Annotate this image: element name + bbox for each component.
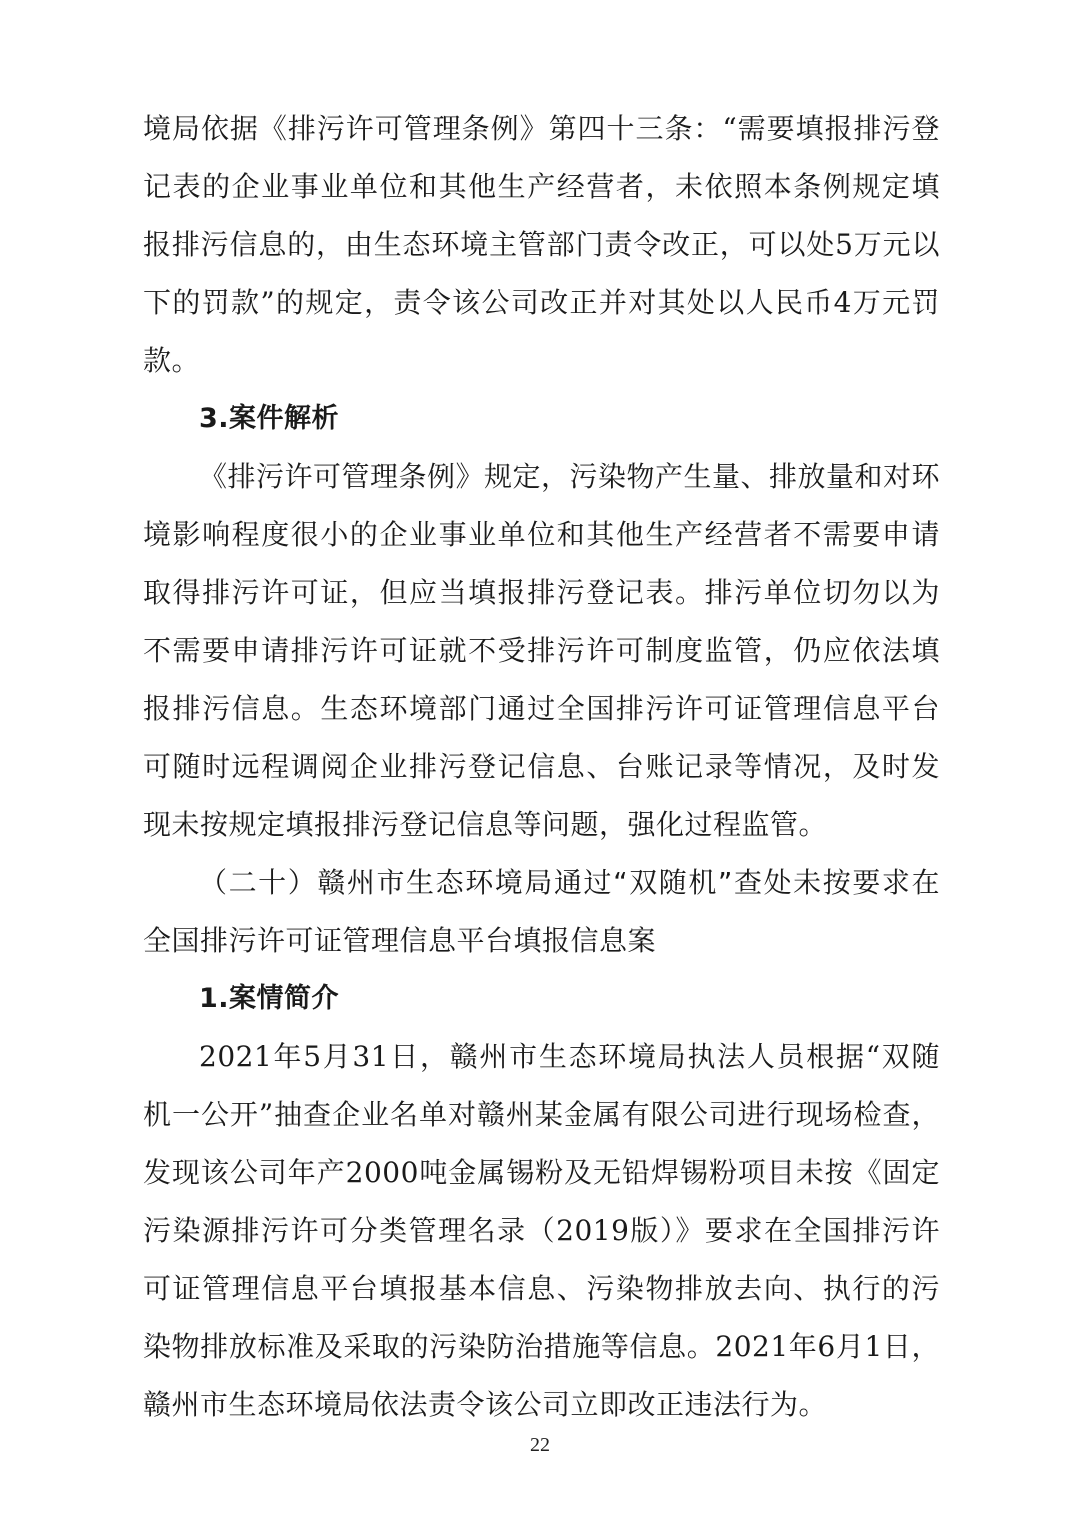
paragraph-case-analysis: 《排污许可管理条例》规定，污染物产生量、排放量和对环境影响程度很小的企业事业单位和其他生产经营者不需要申请取得排污许可证，但应当填报排污登记表。排污单位切勿以为不需要申请排污许可证就不受排污许可制度监管，仍应依法填报排污信息。生态环境部门通过全国排污许可证管理信息平台可随时远程调阅企业排污登记信息、台账记录等情况，及时发现未按规定填报排污登记信息等问题，强化过程监管。 [143,460,941,841]
paragraph-penalty-decision: 境局依据《排污许可管理条例》第四十三条：“需要填报排污登记表的企业事业单位和其他生产经营者，未依照本条例规定填报排污信息的，由生态环境主管部门责令改正，可以处5万元以下的罚款”的规定，责令该公司改正并对其处以人民币4万元罚款。 [143,112,940,377]
section-heading-case-summary: 1.案情简介 [199,983,340,1014]
case-title-20: （二十）赣州市生态环境局通过“双随机”查处未按要求在全国排污许可证管理信息平台填报信息案 [143,866,940,957]
document-body [143,100,940,1434]
page-number: 22 [530,1434,550,1456]
paragraph-case-summary: 2021年5月31日，赣州市生态环境局执法人员根据“双随机一公开”抽查企业名单对赣州某金属有限公司进行现场检查，发现该公司年产2000吨金属锡粉及无铅焊锡粉项目未按《固定污染源排污许可分类管理名录（2019版）》要求在全国排污许可证管理信息平台填报基本信息、污染物排放去向、执行的污染物排放标准及采取的污染防治措施等信息。2021年6月1日，赣州市生态环境局依法责令该公司立即改正违法行为。 [143,1040,940,1421]
section-heading-case-analysis: 3.案件解析 [199,403,340,434]
